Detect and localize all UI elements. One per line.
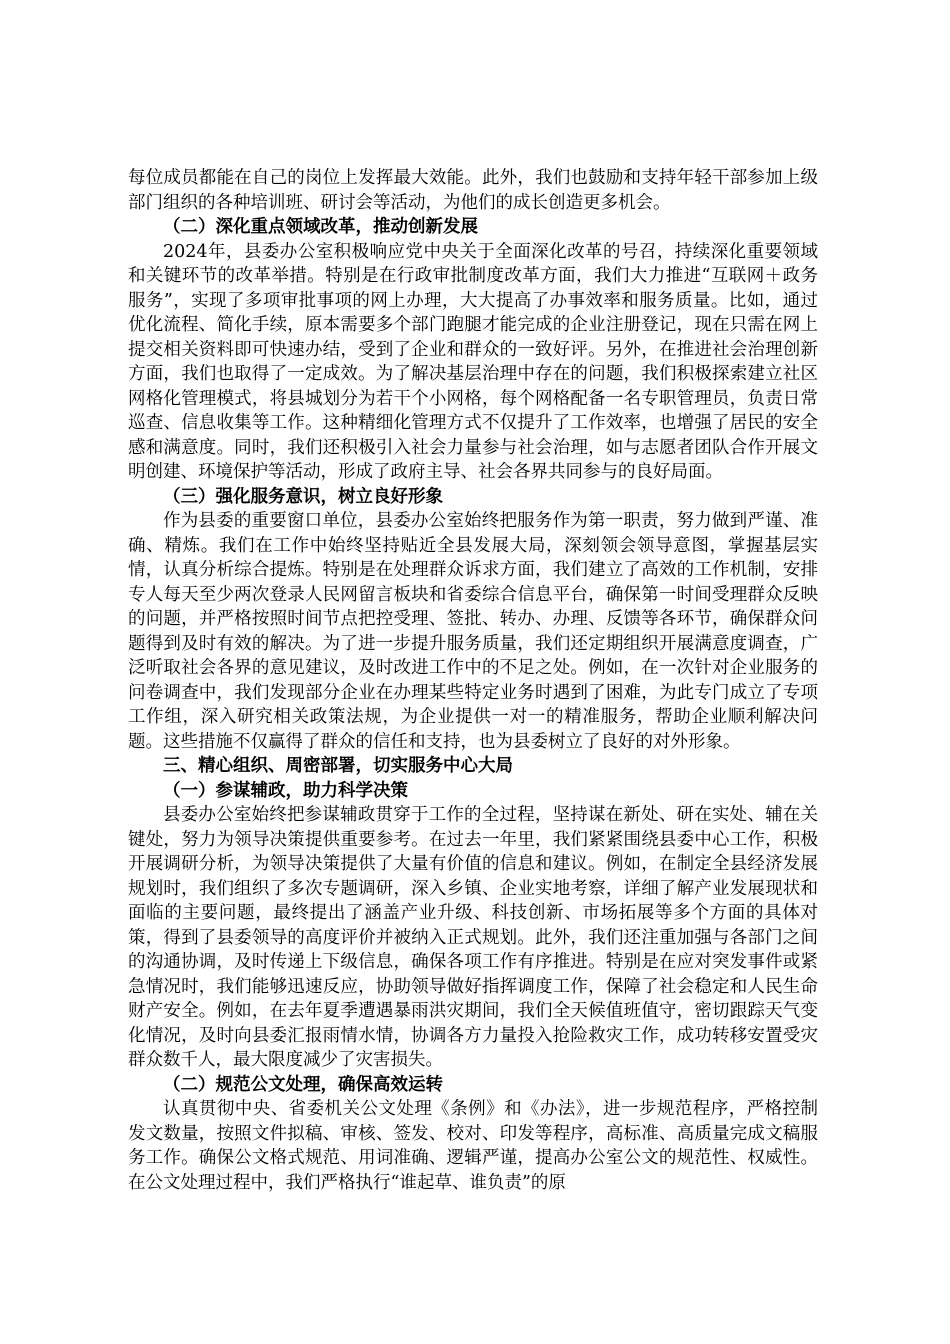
section-heading-3-2: （二）规范公文处理，确保高效运转 — [163, 1074, 443, 1095]
paragraph-advisory: 县委办公室始终把参谋辅政贯穿于工作的全过程，坚持谋在新处、研在实处、辅在关键处，努力为领导决策提供重要参考。在过去一年里，我们紧紧围绕县委中心工作，积极开展调研分析，为领导决策提供了大量有价值的信息和建议。例如，在制定全县经济发展规划时，我们组织了多次专题调研，深入乡镇、企业实地考察，详细了解产业发展现状和面临的主要问题，最终提出了涵盖产业升级、科技创新、市场拓展等多个方面的具体对策，得到了县委领导的高度评价并被纳入正式规划。此外，我们还注重加强与各部门之间的沟通协调，及时传递上下级信息，确保各项工作有序推进。特别是在应对突发事件或紧急情况时，我们能够迅速反应，协助领导做好指挥调度工作，保障了社会稳定和人民生命财产安全。例如，在去年夏季遭遇暴雨洪灾期间，我们全天候值班值守，密切跟踪天气变化情况，及时向县委汇报雨情水情，协调各方力量投入抢险救灾工作，成功转移安置受灾群众数千人，最大限度减少了灾害损失。 — [128, 805, 818, 1070]
paragraph-documents: 认真贯彻中央、省委机关公文处理《条例》和《办法》，进一步规范程序，严格控制发文数量，按照文件拟稿、审核、签发、校对、印发等程序，高标准、高质量完成文稿服务工作。确保公文格式规范、用词准确、逻辑严谨，提高办公室公文的规范性、权威性。在公文处理过程中，我们严格执行“谁起草、谁负责”的原 — [128, 1099, 818, 1193]
document-body — [128, 166, 818, 1195]
section-heading-3: 三、精心组织、周密部署，切实服务中心大局 — [163, 756, 513, 776]
section-heading-2-2: （二）深化重点领域改革，推动创新发展 — [163, 217, 478, 237]
section-heading-3-1: （一）参谋辅政，助力科学决策 — [163, 780, 408, 801]
section-heading-2-3: （三）强化服务意识，树立良好形象 — [163, 486, 443, 507]
paragraph-reform: 2024年，县委办公室积极响应党中央关于全面深化改革的号召，持续深化重要领域和关键环节的改革举措。特别是在行政审批制度改革方面，我们大力推进“互联网＋政务服务”，实现了多项审批事项的网上办理，大大提高了办事效率和服务质量。比如，通过优化流程、简化手续，原本需要多个部门跑腿才能完成的企业注册登记，现在只需在网上提交相关资料即可快速办结，受到了企业和群众的一致好评。另外，在推进社会治理创新方面，我们也取得了一定成效。为了解决基层治理中存在的问题，我们积极探索建立社区网格化管理模式，将县城划分为若干个小网格，每个网格配备一名专职管理员，负责日常巡查、信息收集等工作。这种精细化管理方式不仅提升了工作效率，也增强了居民的安全感和满意度。同时，我们还积极引入社会力量参与社会治理，如与志愿者团队合作开展文明创建、环境保护等活动，形成了政府主导、社会各界共同参与的良好局面。 — [128, 241, 818, 482]
paragraph-service: 作为县委的重要窗口单位，县委办公室始终把服务作为第一职责，努力做到严谨、准确、精炼。我们在工作中始终坚持贴近全县发展大局，深刻领会领导意图，掌握基层实情，认真分析综合提炼。特别是在处理群众诉求方面，我们建立了高效的工作机制，安排专人每天至少两次登录人民网留言板块和省委综合信息平台，确保第一时间受理群众反映的问题，并严格按照时间节点把控受理、签批、转办、办理、反馈等各环节，确保群众问题得到及时有效的解决。为了进一步提升服务质量，我们还定期组织开展满意度调查，广泛听取社会各界的意见建议，及时改进工作中的不足之处。例如，在一次针对企业服务的问卷调查中，我们发现部分企业在办理某些特定业务时遇到了困难，为此专门成立了专项工作组，深入研究相关政策法规，为企业提供一对一的精准服务，帮助企业顺利解决问题。这些措施不仅赢得了群众的信任和支持，也为县委树立了良好的对外形象。 — [128, 511, 818, 752]
paragraph-continuation: 每位成员都能在自己的岗位上发挥最大效能。此外，我们也鼓励和支持年轻干部参加上级部门组织的各种培训班、研讨会等活动，为他们的成长创造更多机会。 — [128, 168, 818, 213]
